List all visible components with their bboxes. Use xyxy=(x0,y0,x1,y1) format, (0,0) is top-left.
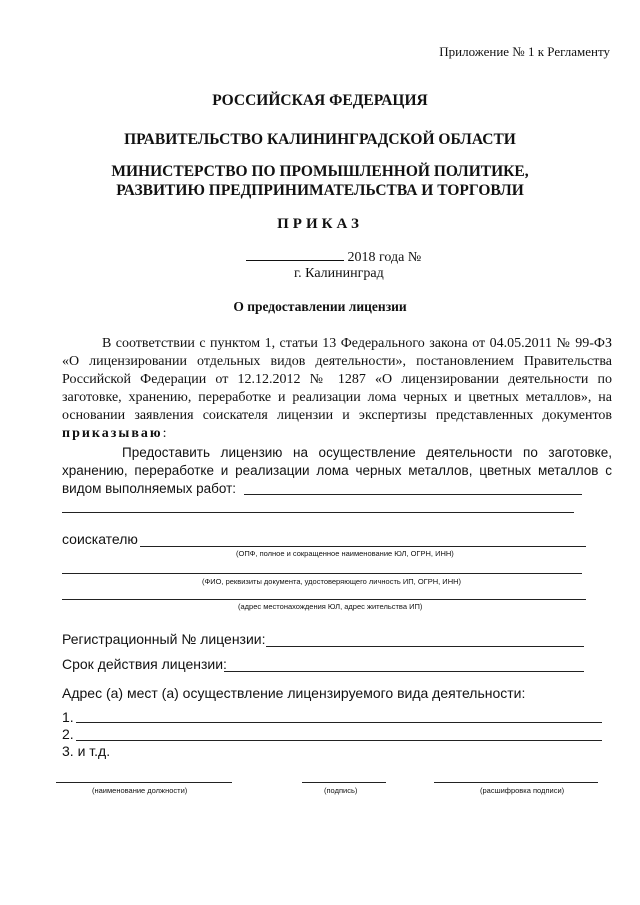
address-item-2: 2. xyxy=(62,726,74,742)
preamble-paragraph xyxy=(62,335,612,443)
preamble-text: В соответствии с пунктом 1, статьи 13 Федерального закона от 04.05.2011 № 99-ФЗ «О лицензировании отдельных видов деятельности», постановлением Правительства Российской Федерации от 12.12.2012 № 1287 «О лицензировании деятельности по заготовке, хранению, переработке и реализации лома черных и цветных металлов», на основании заявления соискателя лицензии и экспертизы представленных документов xyxy=(62,336,612,423)
reg-number-line xyxy=(266,646,584,647)
address-item-2-line xyxy=(76,740,602,741)
caption-decoding: (расшифровка подписи) xyxy=(480,786,565,795)
validity-label: Срок действия лицензии: xyxy=(62,656,227,672)
work-types-line-1 xyxy=(244,494,582,495)
applicant-line xyxy=(140,546,586,547)
ministry-heading-line2: РАЗВИТИЮ ПРЕДПРИНИМАТЕЛЬСТВА И ТОРГОВЛИ xyxy=(116,182,524,199)
order-title: ПРИКАЗ xyxy=(277,216,363,232)
ministry-heading xyxy=(0,162,640,200)
caption-signature: (подпись) xyxy=(324,786,358,795)
caption-position: (наименование должности) xyxy=(92,786,188,795)
date-text: 2018 года № xyxy=(347,250,422,265)
order-word: приказываю xyxy=(62,426,163,441)
position-line xyxy=(56,782,232,783)
order-colon: : xyxy=(162,426,167,441)
work-types-line-2 xyxy=(62,512,574,513)
caption-person: (ФИО, реквизиты документа, удостоверяющего личность ИП, ОГРН, ИНН) xyxy=(202,577,462,586)
applicant-label: соискателю xyxy=(62,531,138,547)
city: г. Калининград xyxy=(294,266,384,281)
activity-address-label: Адрес (а) мест (а) осуществление лицензируемого вида деятельности: xyxy=(62,685,526,701)
validity-line xyxy=(224,671,584,672)
address-item-1: 1. xyxy=(62,709,74,725)
address-line xyxy=(62,599,586,600)
appendix-note: Приложение № 1 к Регламенту xyxy=(439,44,610,59)
federation-heading: РОССИЙСКАЯ ФЕДЕРАЦИЯ xyxy=(212,92,428,109)
order-date-line xyxy=(246,247,421,266)
reg-number-label: Регистрационный № лицензии: xyxy=(62,631,266,647)
date-blank xyxy=(246,247,344,261)
caption-address: (адрес местонахождения ЮЛ, адрес жительства ИП) xyxy=(238,602,423,611)
ministry-heading-line1: МИНИСТЕРСТВО ПО ПРОМЫШЛЕННОЙ ПОЛИТИКЕ, xyxy=(111,163,529,180)
government-heading: ПРАВИТЕЛЬСТВО КАЛИНИНГРАДСКОЙ ОБЛАСТИ xyxy=(124,131,516,148)
order-subject: О предоставлении лицензии xyxy=(233,299,407,314)
grant-paragraph: Предоставить лицензию на осуществление деятельности по заготовке, хранению, переработке и реализации лома черных металлов, цветных металлов с видом выполняемых работ: xyxy=(62,445,612,496)
person-line xyxy=(62,573,582,574)
signature-line xyxy=(302,782,386,783)
caption-organization: (ОПФ, полное и сокращенное наименование ЮЛ, ОГРН, ИНН) xyxy=(236,549,454,558)
address-item-3: 3. и т.д. xyxy=(62,743,111,759)
address-item-1-line xyxy=(76,722,602,723)
decoding-line xyxy=(434,782,598,783)
